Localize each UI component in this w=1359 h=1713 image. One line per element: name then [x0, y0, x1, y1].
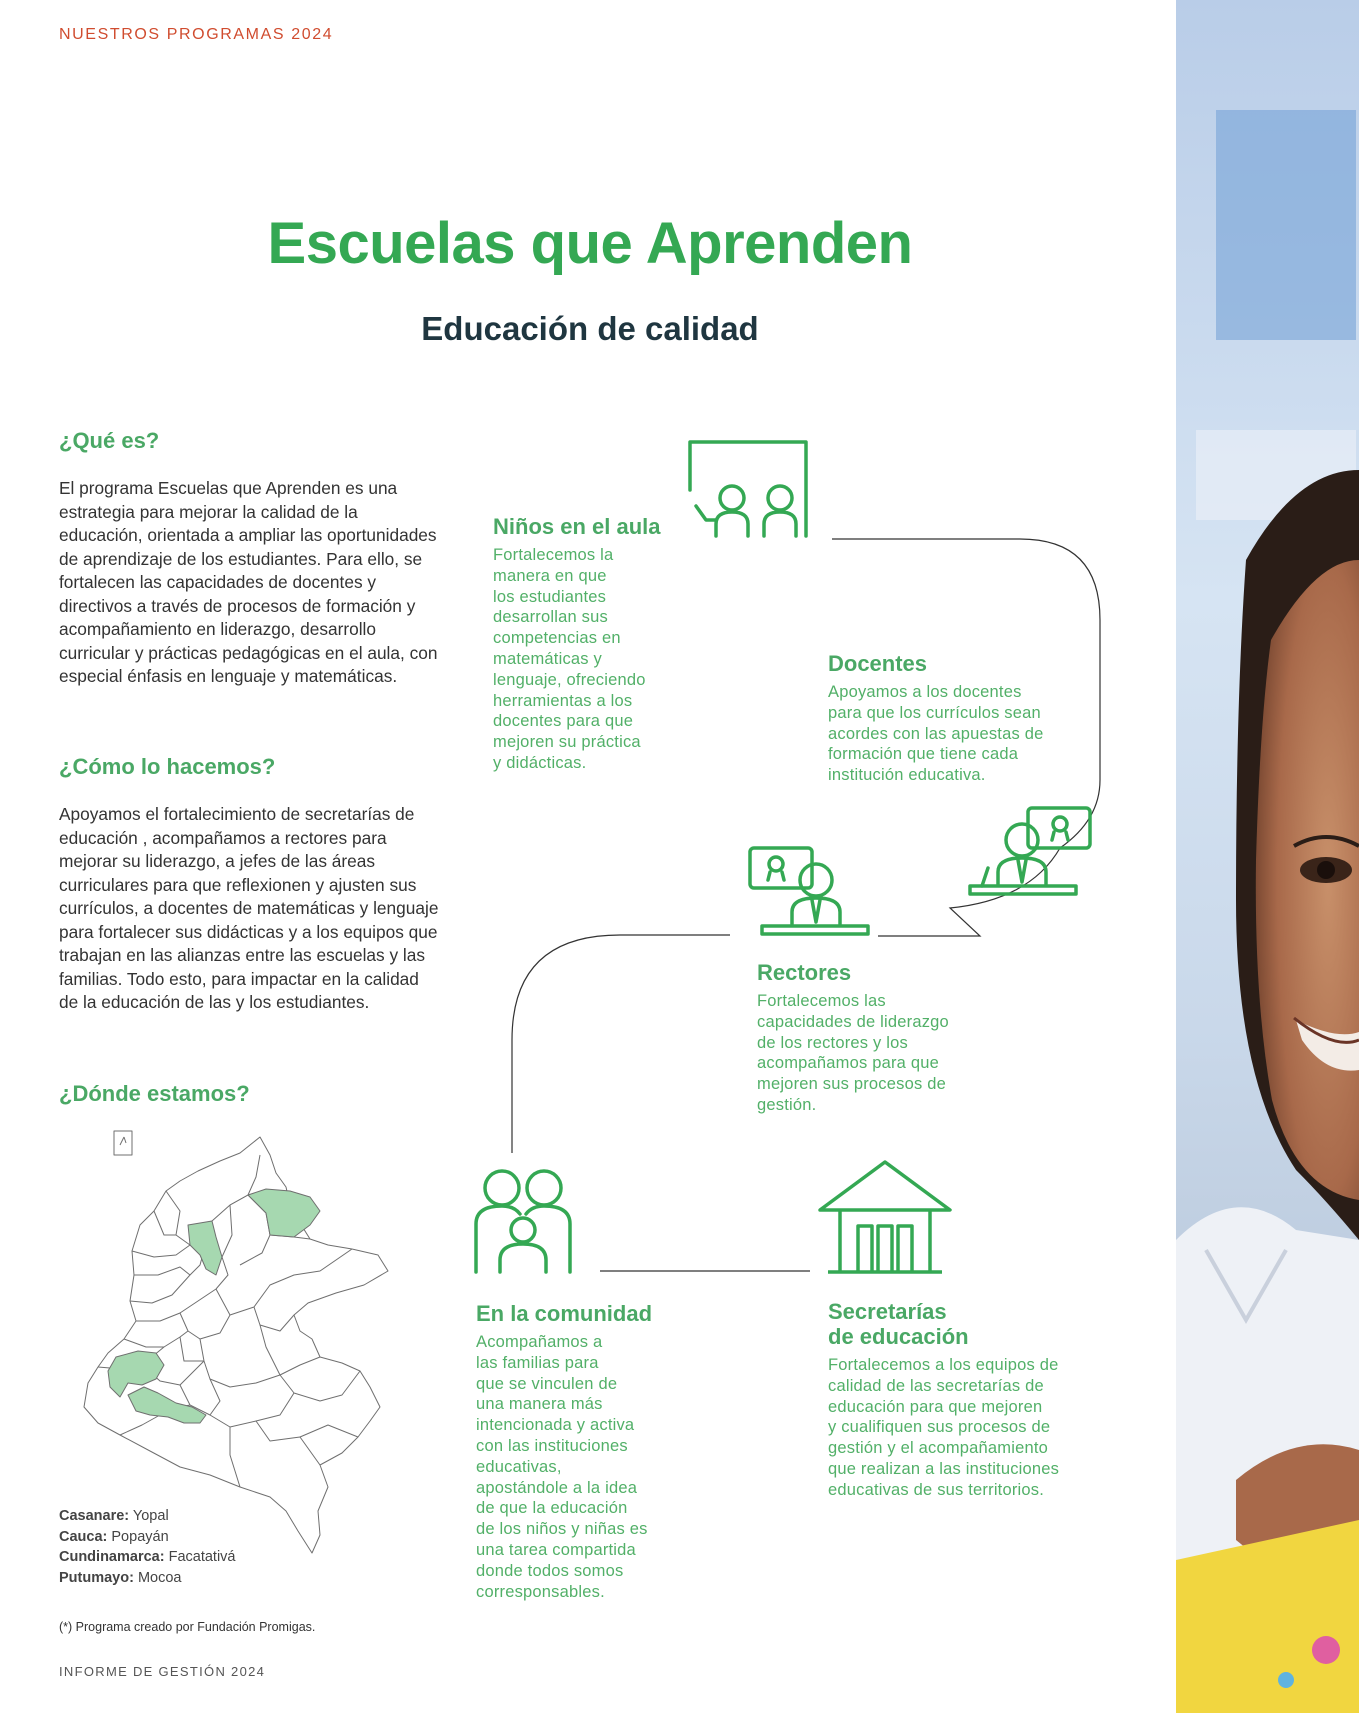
department-item: Casanare: Yopal — [59, 1508, 169, 1524]
card-rectores — [757, 960, 949, 1116]
family-icon — [474, 1168, 574, 1274]
section-kicker: NUESTROS PROGRAMAS 2024 — [59, 26, 334, 43]
student-photo-illustration — [1176, 0, 1359, 1713]
department-item: Cauca: Popayán — [59, 1528, 169, 1545]
page-subtitle: Educación de calidad — [421, 310, 759, 347]
card-docentes-title: Docentes — [828, 651, 928, 676]
card-comunidad-title: En la comunidad — [476, 1301, 653, 1326]
que-es-heading: ¿Qué es? — [59, 428, 160, 453]
card-comunidad-text: Acompañamos a las familias para que se vinculen de una manera más intencionada y activa con las instituciones educativas, apostándole a la idea de que la educación de los niños y niñas es una tarea compartida donde todos somos corresponsables. — [476, 1333, 648, 1601]
card-secretarias — [828, 1299, 1059, 1501]
government-building-icon — [818, 1160, 952, 1274]
card-ninos-text: Fortalecemos la manera en que los estudiantes desarrollan sus competencias en matemáticas y lenguaje, ofreciendo herramientas a los docentes para que mejoren su práctica y didácticas. — [493, 546, 646, 772]
card-ninos-title: Niños en el aula — [493, 514, 661, 539]
que-es-text: El programa Escuelas que Aprenden es una estrategia para mejorar la calidad de la educación, orientada a ampliar las oportunidades de aprendizaje de los estudiantes. Para ello, se fortalecen las capacidades de docentes y directivos a través de procesos de formación y acompañamiento en liderazgo, desarrollo curricular y prácticas pedagógicas en el aula, con especial énfasis en lenguaje y matemáticas. — [59, 478, 438, 686]
page-title: Escuelas que Aprenden — [267, 211, 913, 276]
como-heading: ¿Cómo lo hacemos? — [59, 754, 276, 779]
teacher-board-icon — [968, 806, 1093, 898]
department-item: Cundinamarca: Facatativá — [59, 1549, 236, 1565]
footnote: (*) Programa creado por Fundación Promigas. — [59, 1620, 316, 1634]
department-item: Putumayo: Mocoa — [59, 1569, 182, 1586]
card-rectores-text: Fortalecemos las capacidades de liderazgo de los rectores y los acompañamos para que mejoren sus procesos de gestión. — [757, 992, 949, 1114]
card-docentes — [828, 651, 1043, 786]
page-footer: INFORME DE GESTIÓN 2024 — [59, 1664, 266, 1679]
como-text: Apoyamos el fortalecimiento de secretarías de educación , acompañamos a rectores para mejorar su liderazgo, a jefes de las áreas curriculares para que reflexionen y ajusten sus currículos, a docentes de matemáticas y lenguaje para fortalecer sus didácticas y a los equipos que trabajan en las alianzas entre las escuelas y las familias. Todo esto, para impactar en la calidad de la educación de las y los estudiantes. — [59, 804, 439, 1012]
card-docentes-text: Apoyamos a los docentes para que los currículos sean acordes con las apuestas de formación que tiene cada institución educativa. — [828, 683, 1044, 785]
card-comunidad — [476, 1301, 652, 1602]
classroom-children-icon — [688, 440, 808, 540]
principal-certificate-icon — [748, 846, 873, 938]
card-ninos — [493, 514, 661, 774]
student-photo — [1176, 0, 1359, 1713]
card-secretarias-text: Fortalecemos a los equipos de calidad de las secretarías de educación para que mejoren y cualifiquen sus procesos de gestión y el acompañamiento que realizan a las instituciones educativas de sus territorios. — [828, 1356, 1060, 1499]
card-rectores-title: Rectores — [757, 960, 852, 985]
card-secretarias-title: Secretarías de educación — [828, 1299, 969, 1349]
donde-heading: ¿Dónde estamos? — [59, 1081, 250, 1106]
